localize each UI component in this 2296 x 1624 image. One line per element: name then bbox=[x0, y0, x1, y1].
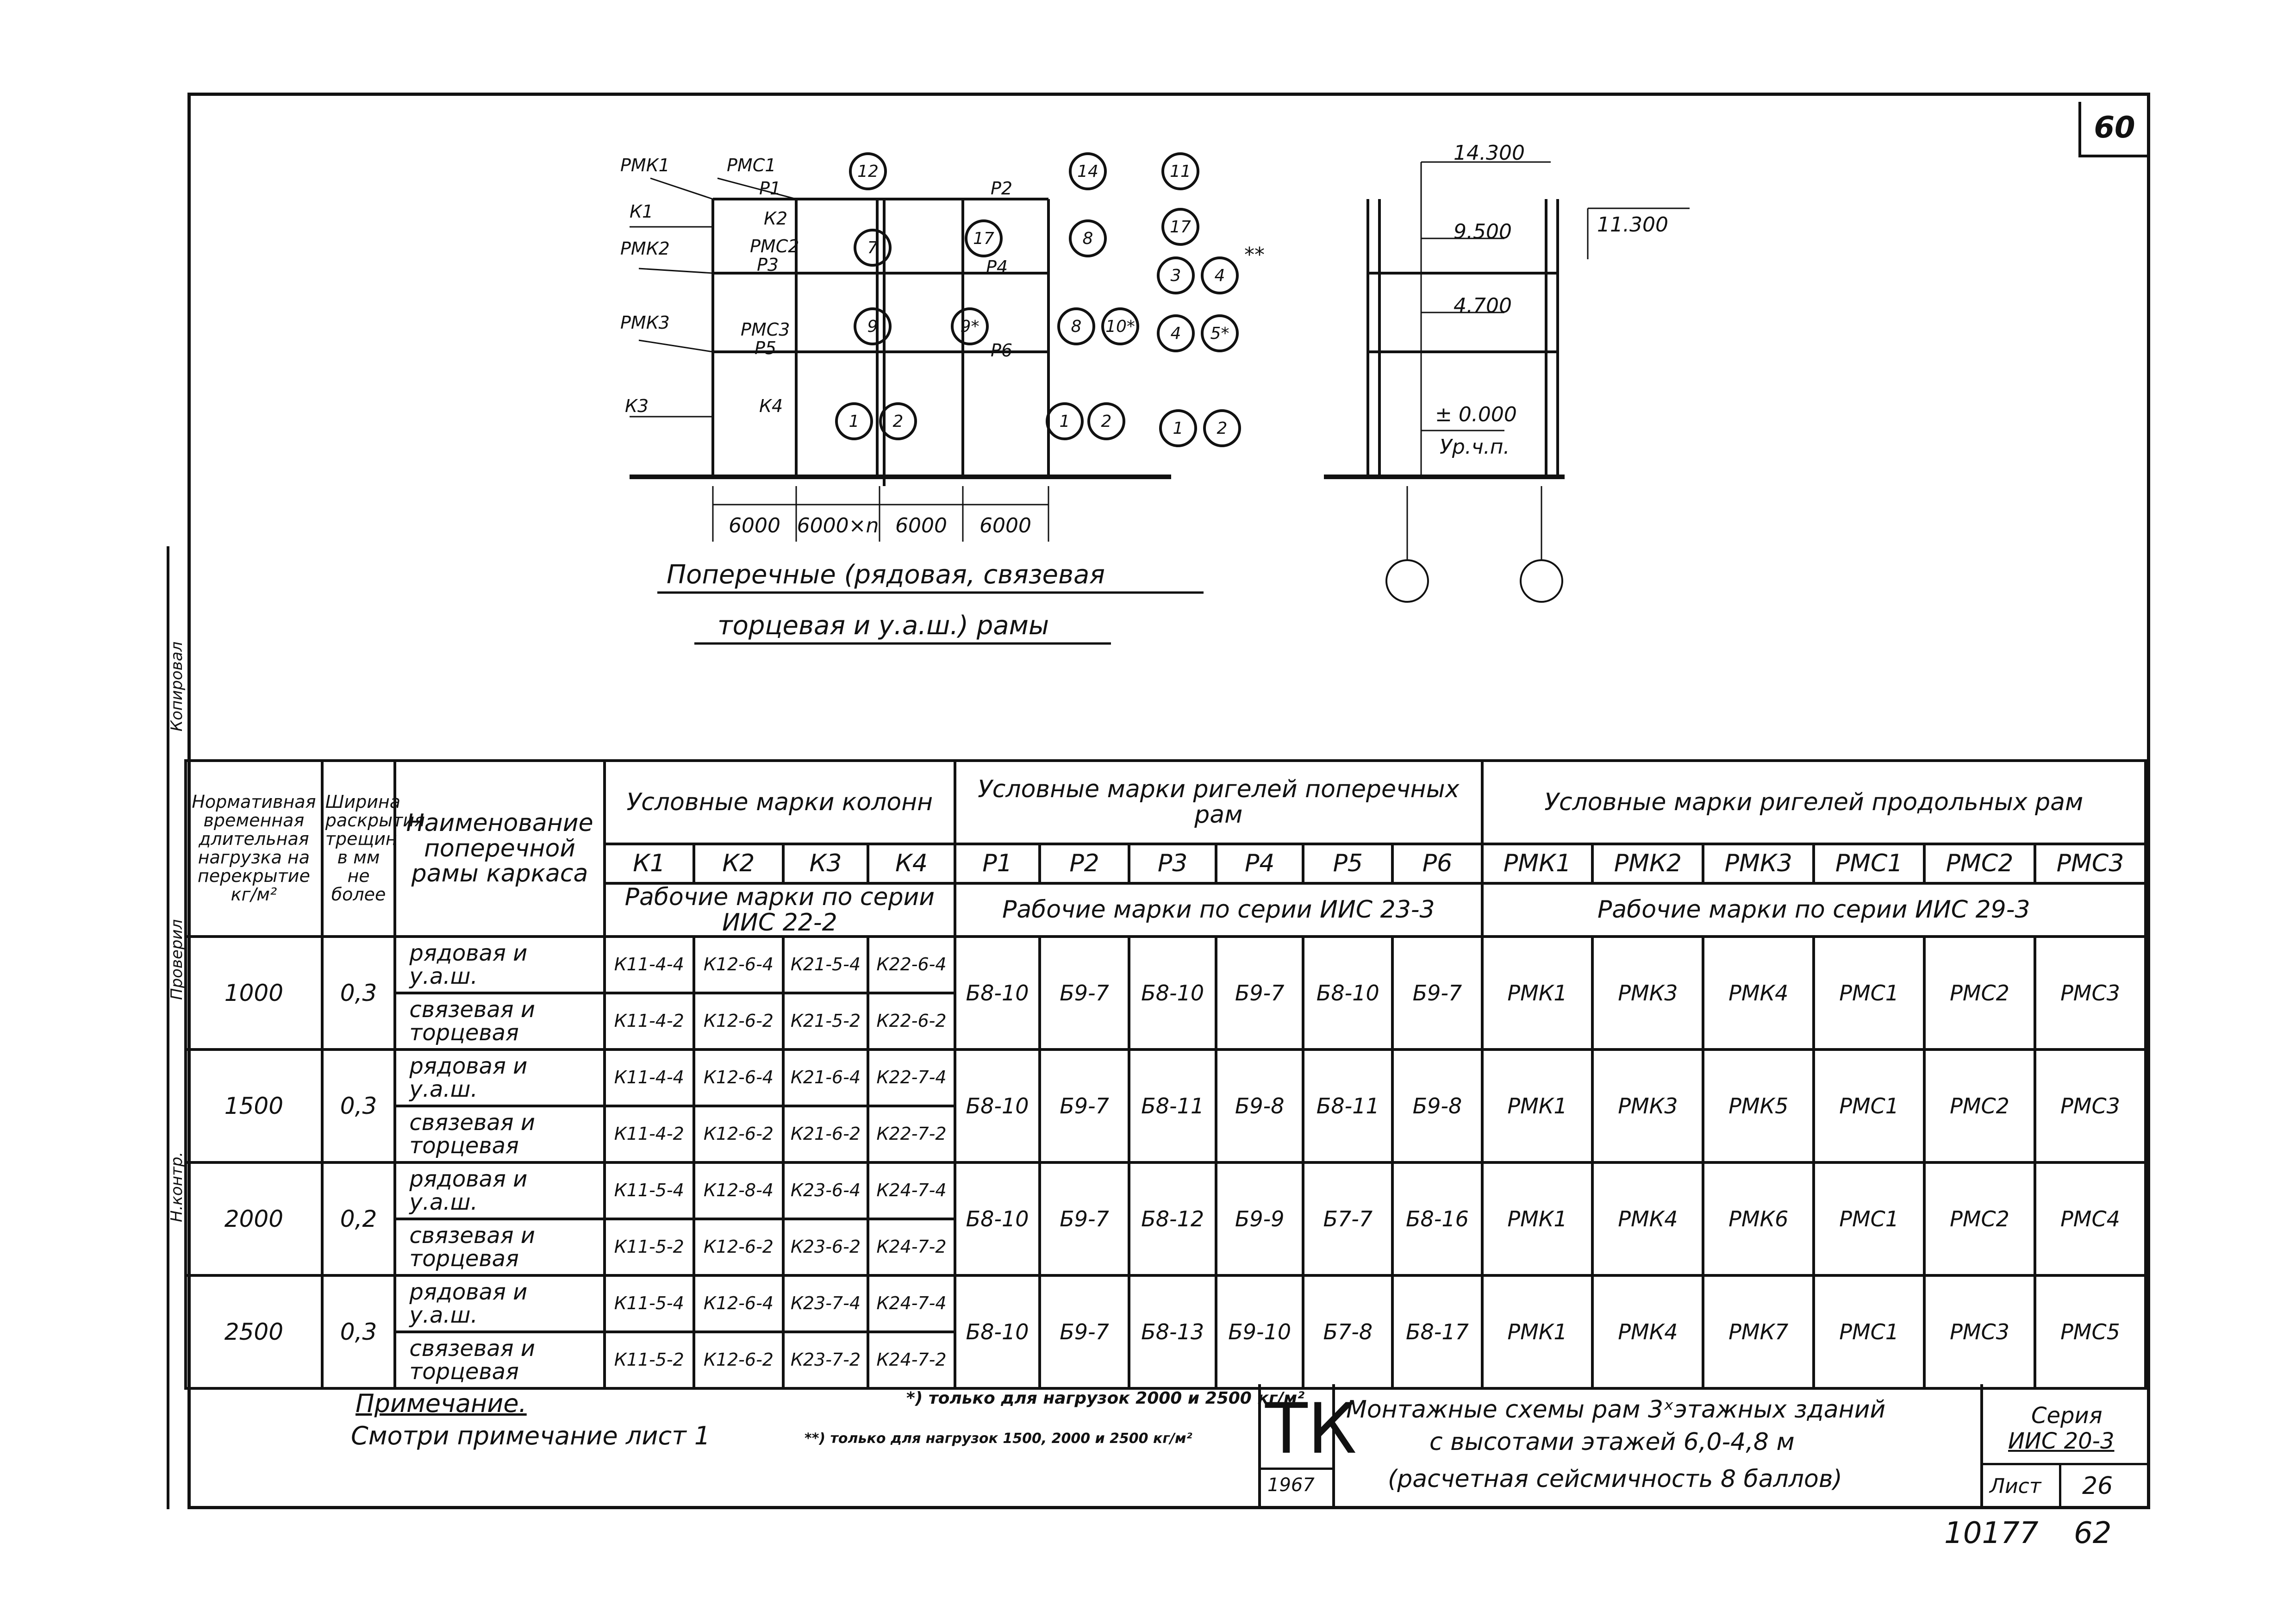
series-label: Серия bbox=[2031, 1403, 2103, 1429]
frame-name: связевая и торцевая bbox=[395, 993, 604, 1049]
column-mark: К12-6-2 bbox=[694, 1332, 783, 1388]
long-girder-mark: РМК3 bbox=[1592, 1049, 1703, 1162]
column-mark: К11-5-4 bbox=[605, 1162, 694, 1219]
girder-mark: Б9-7 bbox=[1040, 1049, 1129, 1162]
girder-series: Рабочие марки по серии ИИС 23-3 bbox=[955, 883, 1482, 937]
circle-label: 4 bbox=[1170, 324, 1181, 343]
circle-label: 17 bbox=[973, 229, 994, 248]
archive-number: 10177 bbox=[1944, 1516, 2039, 1550]
long-girder-mark: РМК6 bbox=[1703, 1162, 1814, 1275]
long-girder-mark: РМС3 bbox=[2035, 937, 2146, 1049]
long-girder-mark: РМС1 bbox=[1814, 1162, 1924, 1275]
column-mark: К23-7-4 bbox=[783, 1275, 868, 1332]
page-number: 62 bbox=[2074, 1516, 2112, 1550]
column-mark: К21-5-2 bbox=[783, 993, 868, 1049]
note-star-2: **) только для нагрузок 1500, 2000 и 2500 кг/м² bbox=[805, 1430, 1192, 1447]
long-mark: РМС2 bbox=[1924, 844, 2035, 883]
long-mark: РМК2 bbox=[1592, 844, 1703, 883]
girder-mark: Р4 bbox=[1216, 844, 1303, 883]
long-girder-mark: РМС1 bbox=[1814, 1049, 1924, 1162]
year: 1967 bbox=[1267, 1474, 1315, 1496]
column-mark: К21-6-2 bbox=[783, 1106, 868, 1162]
span-dimension: 6000 bbox=[729, 514, 780, 537]
load-value: 1000 bbox=[186, 937, 322, 1049]
notes-text: Смотри примечание лист 1 bbox=[351, 1421, 711, 1450]
girder-mark: Б8-13 bbox=[1129, 1275, 1216, 1388]
girder-mark: Б8-10 bbox=[955, 1049, 1040, 1162]
label-p3: Р3 bbox=[757, 255, 779, 275]
girder-mark: Б8-10 bbox=[1129, 937, 1216, 1049]
label-k4: К4 bbox=[759, 396, 783, 416]
span-dimension: 6000×n bbox=[797, 514, 879, 537]
girder-mark: Б9-7 bbox=[1040, 937, 1129, 1049]
column-mark: К12-6-4 bbox=[694, 937, 783, 993]
girder-mark: Б9-8 bbox=[1392, 1049, 1482, 1162]
column-mark: К24-7-4 bbox=[868, 1275, 955, 1332]
column-mark: К24-7-2 bbox=[868, 1219, 955, 1275]
tk-mark: ТК bbox=[1265, 1389, 1357, 1469]
long-mark: РМС1 bbox=[1814, 844, 1924, 883]
long-girder-mark: РМК7 bbox=[1703, 1275, 1814, 1388]
title-block bbox=[184, 1384, 2147, 1509]
girder-mark: Р3 bbox=[1129, 844, 1216, 883]
header-crack: Ширина раскрытия трещин в мм не более bbox=[322, 761, 395, 937]
header-load: Нормативная временная длительная нагрузка на перекрытие кг/м² bbox=[186, 761, 322, 937]
long-girder-mark: РМС3 bbox=[2035, 1049, 2146, 1162]
double-star: ** bbox=[1244, 243, 1265, 267]
girder-mark: Б8-10 bbox=[955, 1162, 1040, 1275]
circle-label: 2 bbox=[1217, 419, 1228, 438]
circle-label: 2 bbox=[892, 412, 904, 431]
girder-mark: Б9-7 bbox=[1392, 937, 1482, 1049]
caption-line-2: торцевая и у.а.ш.) рамы bbox=[718, 611, 1049, 641]
crack-width: 0,3 bbox=[322, 1275, 395, 1388]
elevation-section bbox=[1296, 134, 1759, 625]
crack-width: 0,2 bbox=[322, 1162, 395, 1275]
column-mark: К12-6-2 bbox=[694, 993, 783, 1049]
circle-label: 4 bbox=[1214, 266, 1225, 285]
label-p4: Р4 bbox=[986, 257, 1008, 277]
elevation-label: 14.300 bbox=[1454, 141, 1525, 165]
long-girder-mark: РМС1 bbox=[1814, 937, 1924, 1049]
girder-mark: Б9-8 bbox=[1216, 1049, 1303, 1162]
girder-mark: Б9-9 bbox=[1216, 1162, 1303, 1275]
crack-width: 0,3 bbox=[322, 1049, 395, 1162]
frame-name: связевая и торцевая bbox=[395, 1106, 604, 1162]
label-p1: Р1 bbox=[759, 178, 781, 199]
girder-mark: Б8-16 bbox=[1392, 1162, 1482, 1275]
girder-mark: Б9-7 bbox=[1040, 1162, 1129, 1275]
girder-mark: Б9-10 bbox=[1216, 1275, 1303, 1388]
long-girder-mark: РМС5 bbox=[2035, 1275, 2146, 1388]
girder-mark: Б7-8 bbox=[1303, 1275, 1392, 1388]
load-value: 1500 bbox=[186, 1049, 322, 1162]
column-mark: К12-8-4 bbox=[694, 1162, 783, 1219]
column-mark: К12-6-4 bbox=[694, 1275, 783, 1332]
long-girder-mark: РМК4 bbox=[1592, 1162, 1703, 1275]
column-mark: К21-5-4 bbox=[783, 937, 868, 993]
label-k3: К3 bbox=[625, 396, 649, 416]
girder-mark: Б9-7 bbox=[1216, 937, 1303, 1049]
col-mark: К2 bbox=[694, 844, 783, 883]
label-rmk1: РМК1 bbox=[620, 155, 670, 175]
girder-mark: Б8-12 bbox=[1129, 1162, 1216, 1275]
frame-name: рядовая и у.а.ш. bbox=[395, 1275, 604, 1332]
long-girder-mark: РМК4 bbox=[1592, 1275, 1703, 1388]
label-rmc1: РМС1 bbox=[727, 155, 776, 175]
sheet-value: 26 bbox=[2082, 1472, 2113, 1500]
circle-label: 1 bbox=[1173, 419, 1184, 438]
column-mark: К23-6-2 bbox=[783, 1219, 868, 1275]
label-p5: Р5 bbox=[755, 338, 777, 358]
long-mark: РМС3 bbox=[2035, 844, 2146, 883]
note-star-1: *) только для нагрузок 2000 и 2500 кг/м² bbox=[906, 1389, 1304, 1408]
header-frame: Наименование поперечной рамы каркаса bbox=[395, 761, 604, 937]
elevation-label: ± 0.000 bbox=[1435, 403, 1517, 426]
col-mark: К3 bbox=[783, 844, 868, 883]
girder-mark: Б9-7 bbox=[1040, 1275, 1129, 1388]
girder-mark: Б8-11 bbox=[1303, 1049, 1392, 1162]
girder-mark: Б8-10 bbox=[1303, 937, 1392, 1049]
marks-table bbox=[184, 759, 2147, 1390]
label-rmk2: РМК2 bbox=[620, 238, 670, 259]
side-strip-label: Н.контр. bbox=[168, 1151, 186, 1222]
label-rmc2: РМС2 bbox=[750, 236, 799, 256]
label-k2: К2 bbox=[764, 208, 788, 229]
long-girder-mark: РМК3 bbox=[1592, 937, 1703, 1049]
column-mark: К23-7-2 bbox=[783, 1332, 868, 1388]
column-mark: К22-7-2 bbox=[868, 1106, 955, 1162]
girder-mark: Р2 bbox=[1040, 844, 1129, 883]
load-value: 2500 bbox=[186, 1275, 322, 1388]
long-girder-mark: РМС4 bbox=[2035, 1162, 2146, 1275]
long-girder-mark: РМК1 bbox=[1482, 937, 1593, 1049]
label-k1: К1 bbox=[630, 201, 654, 222]
circle-label: 17 bbox=[1170, 218, 1191, 237]
frame-name: рядовая и у.а.ш. bbox=[395, 937, 604, 993]
load-value: 2000 bbox=[186, 1162, 322, 1275]
title-line-3: (расчетная сейсмичность 8 баллов) bbox=[1388, 1465, 1842, 1493]
long-girder-mark: РМК1 bbox=[1482, 1162, 1593, 1275]
long-series: Рабочие марки по серии ИИС 29-3 bbox=[1482, 883, 2146, 937]
column-mark: К22-6-2 bbox=[868, 993, 955, 1049]
column-mark: К23-6-4 bbox=[783, 1162, 868, 1219]
span-dimension: 6000 bbox=[895, 514, 947, 537]
crack-width: 0,3 bbox=[322, 937, 395, 1049]
long-girder-mark: РМК1 bbox=[1482, 1275, 1593, 1388]
frame-name: рядовая и у.а.ш. bbox=[395, 1162, 604, 1219]
column-mark: К24-7-2 bbox=[868, 1332, 955, 1388]
column-mark: К11-5-2 bbox=[605, 1219, 694, 1275]
side-strip-label: Проверил bbox=[168, 919, 186, 1000]
circle-label: 12 bbox=[857, 162, 879, 181]
column-mark: К11-4-4 bbox=[605, 937, 694, 993]
cross-frame-diagram bbox=[602, 134, 1319, 667]
column-mark: К12-6-2 bbox=[694, 1219, 783, 1275]
frame-name: связевая и торцевая bbox=[395, 1332, 604, 1388]
elevation-label: 11.300 bbox=[1597, 213, 1668, 237]
circle-label: 3 bbox=[1170, 266, 1181, 285]
label-p6: Р6 bbox=[991, 340, 1013, 361]
circle-label: 5* bbox=[1210, 324, 1229, 343]
column-mark: К22-6-4 bbox=[868, 937, 955, 993]
long-mark: РМК3 bbox=[1703, 844, 1814, 883]
circle-label: 8 bbox=[1071, 317, 1082, 336]
column-mark: К11-5-2 bbox=[605, 1332, 694, 1388]
label-p2: Р2 bbox=[991, 178, 1013, 199]
elevation-label: Ур.ч.п. bbox=[1440, 435, 1510, 459]
sheet-label: Лист bbox=[1990, 1474, 2041, 1498]
long-girder-mark: РМК1 bbox=[1482, 1049, 1593, 1162]
circle-label: 10* bbox=[1105, 317, 1135, 336]
caption-line-1: Поперечные (рядовая, связевая bbox=[667, 560, 1105, 590]
sheet-number: 60 bbox=[2078, 102, 2148, 157]
circle-label: 7 bbox=[867, 238, 878, 257]
title-line-1: Монтажные схемы рам 3ˣэтажных зданий bbox=[1346, 1396, 1886, 1424]
side-strip-label: Копировал bbox=[168, 641, 186, 731]
long-girder-mark: РМС2 bbox=[1924, 1162, 2035, 1275]
girder-mark: Р6 bbox=[1392, 844, 1482, 883]
series-value: ИИС 20-3 bbox=[2008, 1428, 2115, 1454]
frame-name: рядовая и у.а.ш. bbox=[395, 1049, 604, 1106]
long-girder-mark: РМС1 bbox=[1814, 1275, 1924, 1388]
header-long: Условные марки ригелей продольных рам bbox=[1482, 761, 2146, 844]
girder-mark: Б8-17 bbox=[1392, 1275, 1482, 1388]
long-girder-mark: РМС2 bbox=[1924, 937, 2035, 1049]
long-girder-mark: РМК5 bbox=[1703, 1049, 1814, 1162]
title-line-2: с высотами этажей 6,0-4,8 м bbox=[1429, 1428, 1795, 1456]
col-mark: К4 bbox=[868, 844, 955, 883]
column-mark: К11-4-2 bbox=[605, 993, 694, 1049]
elevation-label: 9.500 bbox=[1454, 220, 1512, 244]
girder-mark: Р5 bbox=[1303, 844, 1392, 883]
frame-name: связевая и торцевая bbox=[395, 1219, 604, 1275]
column-mark: К11-4-2 bbox=[605, 1106, 694, 1162]
span-dimension: 6000 bbox=[980, 514, 1031, 537]
header-columns: Условные марки колонн bbox=[605, 761, 955, 844]
circle-label: 14 bbox=[1077, 162, 1098, 181]
girder-mark: Б8-10 bbox=[955, 937, 1040, 1049]
circle-label: 8 bbox=[1082, 229, 1093, 248]
circle-label: 9* bbox=[960, 317, 980, 336]
column-mark: К12-6-2 bbox=[694, 1106, 783, 1162]
label-rmc3: РМС3 bbox=[741, 319, 790, 340]
circle-label: 2 bbox=[1101, 412, 1112, 431]
circle-label: 11 bbox=[1170, 162, 1191, 181]
column-mark: К24-7-4 bbox=[868, 1162, 955, 1219]
long-girder-mark: РМС3 bbox=[1924, 1275, 2035, 1388]
column-mark: К22-7-4 bbox=[868, 1049, 955, 1106]
notes-heading: Примечание. bbox=[356, 1389, 527, 1418]
column-mark: К12-6-4 bbox=[694, 1049, 783, 1106]
girder-mark: Б7-7 bbox=[1303, 1162, 1392, 1275]
girder-mark: Р1 bbox=[955, 844, 1040, 883]
circle-label: 9 bbox=[867, 317, 878, 336]
column-mark: К11-4-4 bbox=[605, 1049, 694, 1106]
long-girder-mark: РМК4 bbox=[1703, 937, 1814, 1049]
circle-label: 1 bbox=[1059, 412, 1070, 431]
column-mark: К21-6-4 bbox=[783, 1049, 868, 1106]
column-mark: К11-5-4 bbox=[605, 1275, 694, 1332]
elevation-label: 4.700 bbox=[1454, 294, 1512, 318]
long-girder-mark: РМС2 bbox=[1924, 1049, 2035, 1162]
circle-label: 1 bbox=[849, 412, 860, 431]
girder-mark: Б8-10 bbox=[955, 1275, 1040, 1388]
header-girders: Условные марки ригелей поперечных рам bbox=[955, 761, 1482, 844]
col-mark: К1 bbox=[605, 844, 694, 883]
long-mark: РМК1 bbox=[1482, 844, 1593, 883]
col-series: Рабочие марки по серии ИИС 22-2 bbox=[605, 883, 955, 937]
label-rmk3: РМК3 bbox=[620, 312, 670, 333]
girder-mark: Б8-11 bbox=[1129, 1049, 1216, 1162]
